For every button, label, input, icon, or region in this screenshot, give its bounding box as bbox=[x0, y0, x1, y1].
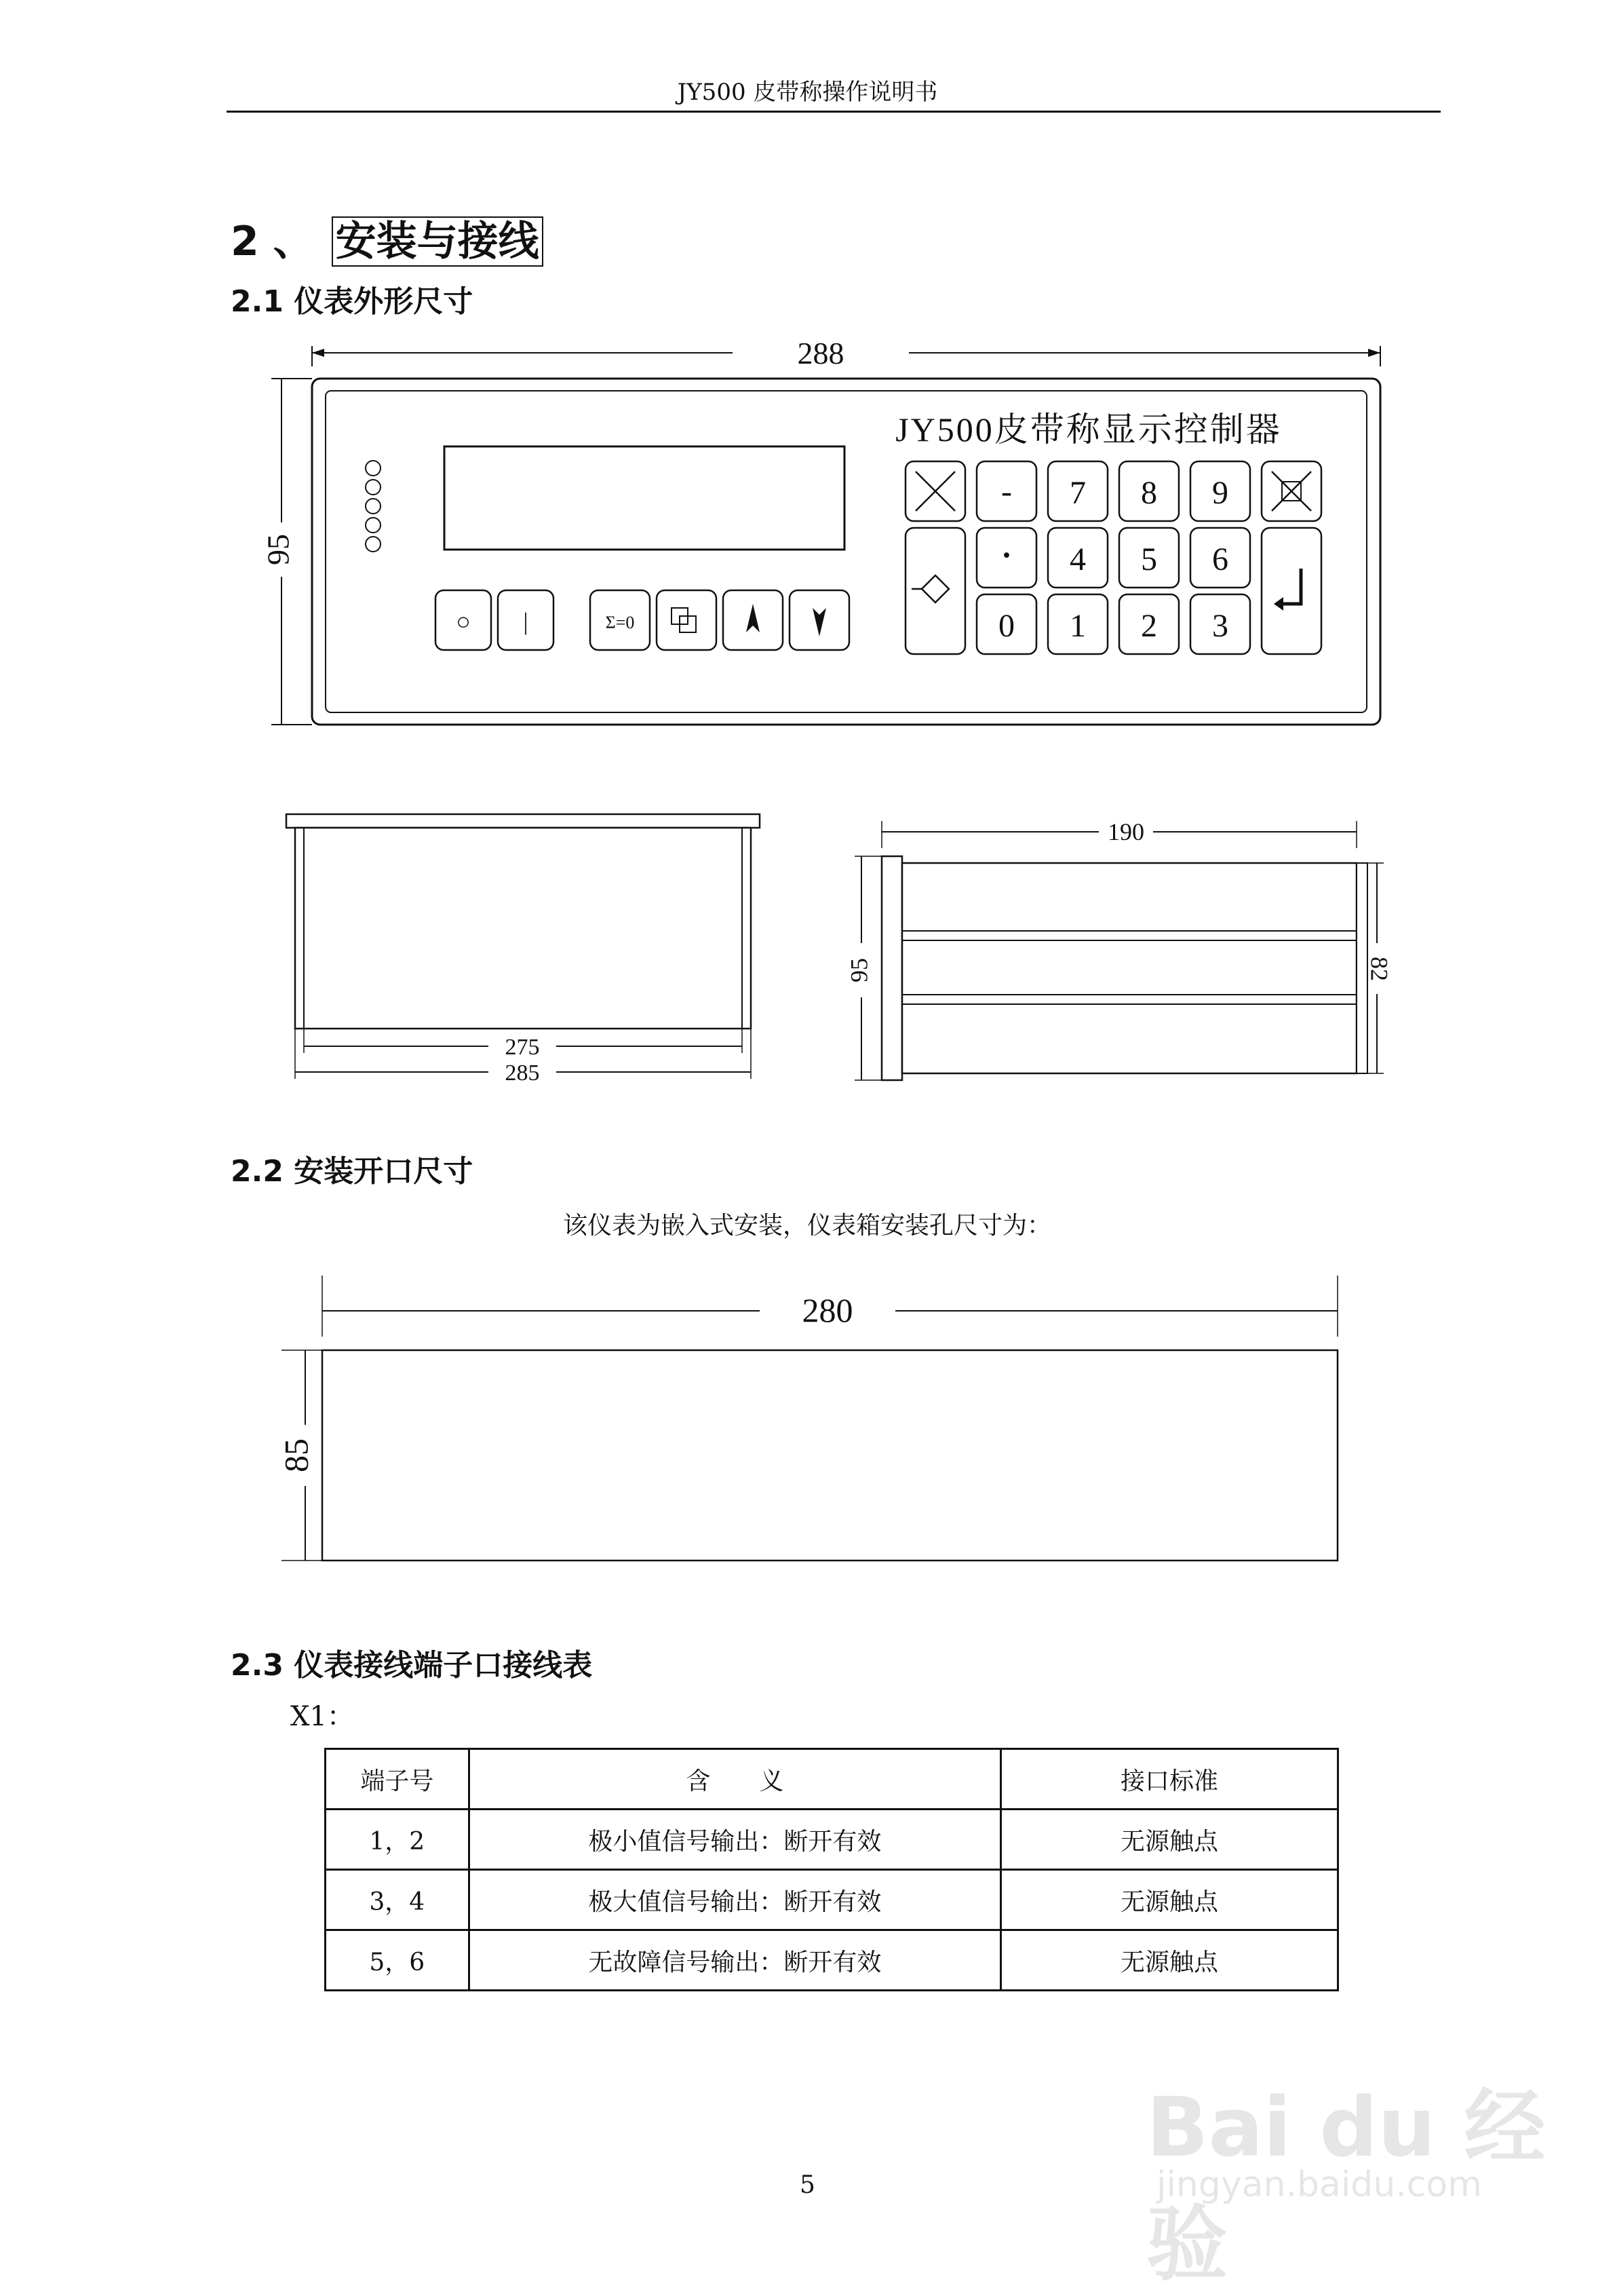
page-number: 5 bbox=[800, 2171, 815, 2199]
key-7: 7 bbox=[1070, 475, 1086, 511]
side-view-diagram bbox=[841, 807, 1411, 1099]
subsection-2-2-title: 2.2 安装开口尺寸 bbox=[231, 1154, 473, 1189]
table-row bbox=[326, 1930, 1338, 1991]
install-desc: 该仪表为嵌入式安装，仪表箱安装孔尺寸为： bbox=[563, 1212, 1052, 1240]
key-9: 9 bbox=[1212, 475, 1228, 511]
terminal-table bbox=[324, 1748, 1339, 1991]
watermark-logo: Bai du 经验 bbox=[1146, 2081, 1546, 2292]
key-1: 1 bbox=[1070, 608, 1086, 644]
col-header: 端子号 bbox=[326, 1749, 469, 1810]
section-title: 安装与接线 bbox=[332, 216, 543, 267]
top-inner-label: 275 bbox=[505, 1035, 540, 1060]
table-cell: 极小值信号输出：断开有效 bbox=[469, 1810, 1000, 1870]
table-cell: 无源触点 bbox=[1001, 1870, 1338, 1930]
panel-title: JY500皮带称显示控制器 bbox=[895, 410, 1282, 448]
table-row bbox=[326, 1870, 1338, 1930]
side-depth-label: 190 bbox=[1108, 818, 1144, 845]
top-outer-label: 285 bbox=[505, 1060, 540, 1086]
page-header: JY500 皮带称操作说明书 bbox=[677, 79, 938, 106]
subsection-2-3-title: 2.3 仪表接线端子口接线表 bbox=[231, 1648, 593, 1683]
table-cell: 极大值信号输出：断开有效 bbox=[469, 1870, 1000, 1930]
watermark-url: jingyan.baidu.com bbox=[1156, 2164, 1482, 2205]
key-5: 5 bbox=[1141, 541, 1157, 577]
side-body-height-label: 82 bbox=[1365, 957, 1393, 981]
table-cell: 无故障信号输出：断开有效 bbox=[469, 1930, 1000, 1991]
subsection-2-1-title: 2.1 仪表外形尺寸 bbox=[231, 284, 473, 319]
table-cell: 无源触点 bbox=[1001, 1810, 1338, 1870]
col-header: 接口标准 bbox=[1001, 1749, 1338, 1810]
key-circle: ○ bbox=[456, 608, 471, 635]
table-header-row bbox=[326, 1749, 1338, 1810]
key-3: 3 bbox=[1212, 608, 1228, 644]
side-front-height-label: 95 bbox=[845, 958, 873, 982]
header-rule bbox=[227, 111, 1441, 113]
col-header: 含 义 bbox=[469, 1749, 1000, 1810]
key-bar: | bbox=[523, 608, 528, 635]
front-panel-diagram bbox=[258, 319, 1411, 740]
cutout-height-label: 85 bbox=[277, 1438, 315, 1472]
key-6: 6 bbox=[1212, 541, 1228, 577]
front-width-label: 288 bbox=[797, 336, 844, 370]
table-cell: 无源触点 bbox=[1001, 1930, 1338, 1991]
table-cell: 5，6 bbox=[326, 1930, 469, 1991]
key-2: 2 bbox=[1141, 608, 1157, 644]
key-dot: · bbox=[1000, 537, 1013, 573]
top-view-diagram bbox=[271, 807, 787, 1099]
key-4: 4 bbox=[1070, 541, 1086, 577]
key-minus: - bbox=[1001, 474, 1012, 510]
section-number: 2 、 bbox=[231, 218, 314, 265]
cutout-diagram bbox=[271, 1262, 1370, 1588]
cutout-width-label: 280 bbox=[802, 1291, 853, 1329]
section-heading bbox=[231, 209, 543, 267]
table-label: X1： bbox=[290, 1701, 354, 1732]
key-0: 0 bbox=[998, 608, 1015, 644]
front-height-label: 95 bbox=[260, 534, 296, 565]
table-row bbox=[326, 1810, 1338, 1870]
key-sum-zero: Σ=0 bbox=[605, 613, 635, 632]
table-cell: 3，4 bbox=[326, 1870, 469, 1930]
table-cell: 1，2 bbox=[326, 1810, 469, 1870]
key-8: 8 bbox=[1141, 475, 1157, 511]
